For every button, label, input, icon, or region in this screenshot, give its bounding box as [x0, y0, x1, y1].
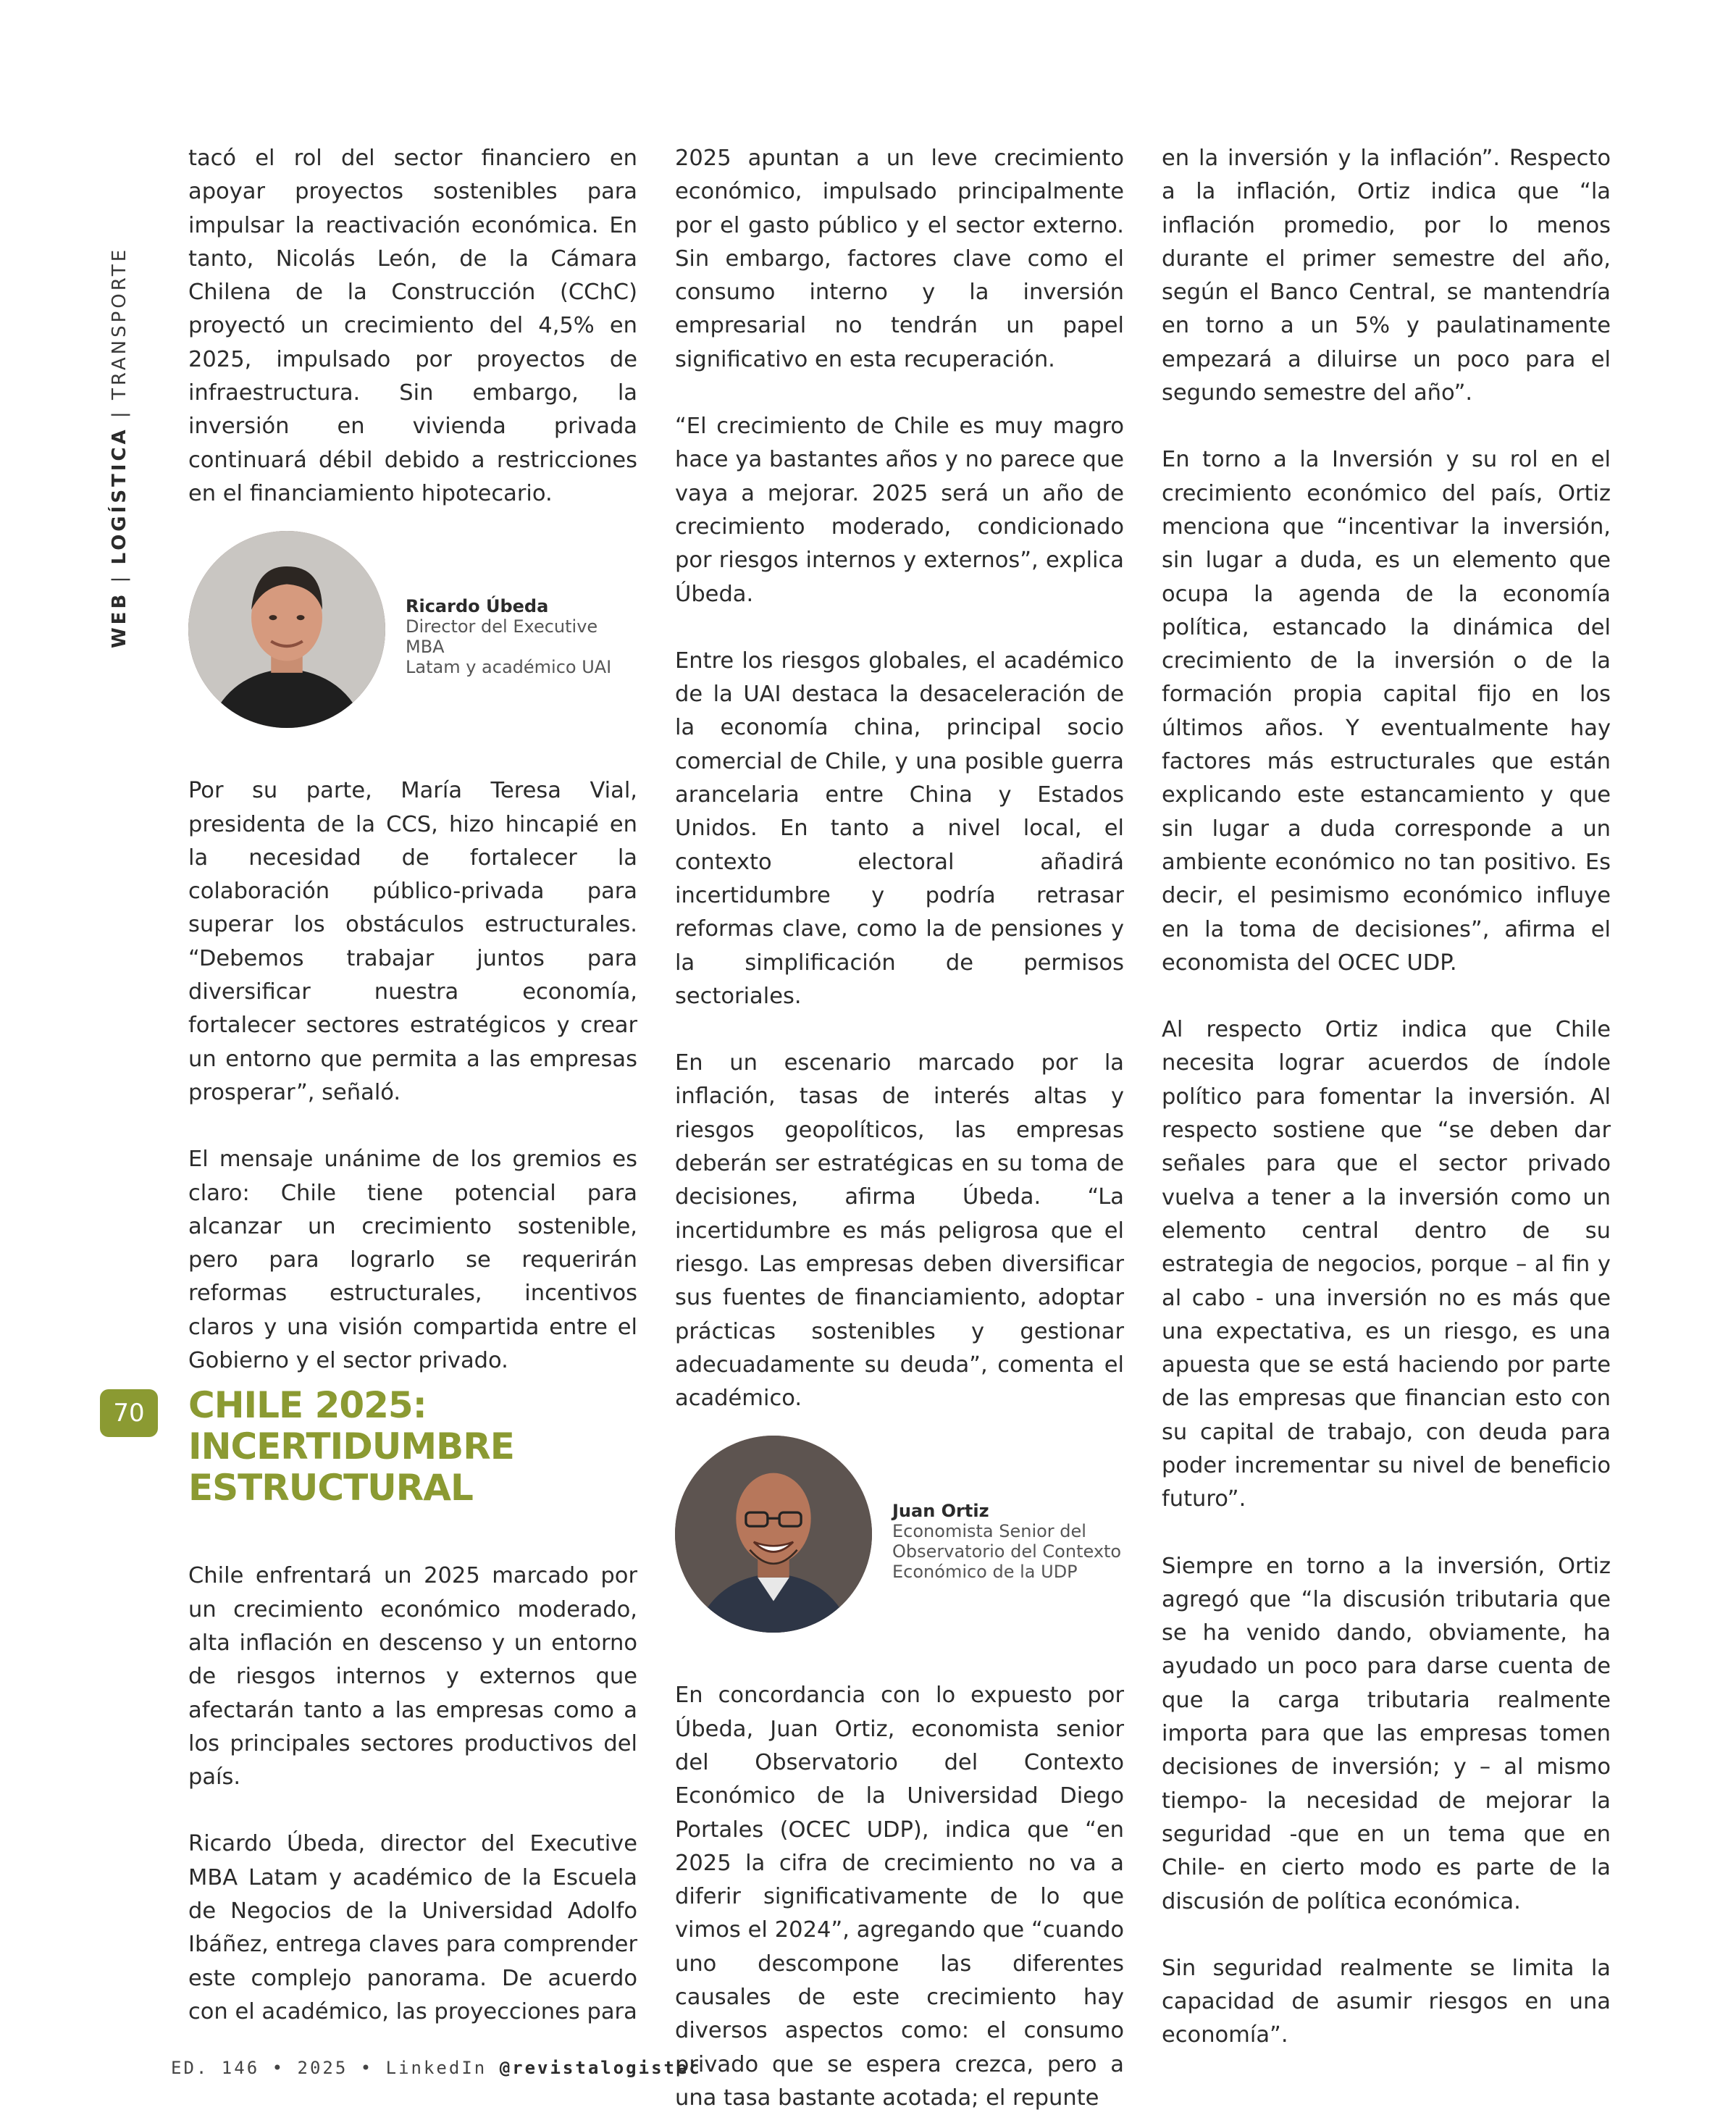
- paragraph: Chile enfrentará un 2025 marcado por un crecimiento económico moderado, alta inflación en descenso y un entorno de riesgos internos y externos que afectarán tanto a las empresas como a los principales sectores productivos del país.: [188, 1563, 637, 1791]
- paragraph: Sin seguridad realmente se limita la capacidad de asumir riesgos en una economía”.: [1162, 1955, 1611, 2048]
- paragraph: “El crecimiento de Chile es muy magro hace ya bastantes años y no parece que vaya a mejorar. 2025 será un año de crecimiento moderado, condicionado por riesgos internos y externos”, explica Úbeda.: [675, 414, 1124, 607]
- paragraph: En torno a la Inversión y su rol en el crecimiento económico del país, Ortiz menciona que “incentivar la inversión, sin lugar a duda, es un elemento que ocupa la agenda de la economía política, estancado la dinámica del crecimiento de la inversión o de la formación propia capital fijo en los últimos años. Y eventualmente hay factores más estructurales que están explicando este estancamiento y que sin lugar a duda corresponde a un ambiente económico no tan positivo. Es decir, el pesimismo económico influye en la toma de decisiones”, afirma el economista del OCEC UDP.: [1162, 447, 1611, 976]
- profile-title-line: Observatorio del Contexto: [892, 1541, 1122, 1562]
- paragraph: El mensaje unánime de los gremios es claro: Chile tiene potencial para alcanzar un crecimiento sostenible, pero para lograrlo se requerirán reformas estructurales, incentivos claros y una visión compartida entre el Gobierno y el sector privado.: [188, 1147, 637, 1374]
- page-number: 70: [100, 1389, 158, 1437]
- article-column-3: [1162, 142, 1611, 2053]
- page-footer: [171, 2058, 702, 2078]
- article-column-1: [188, 142, 637, 2029]
- paragraph: Entre los riesgos globales, el académico de la UAI destaca la desaceleración de la economía china, principal socio comercial de Chile, y una posible guerra arancelaria entre China y Estados Unidos. En tanto a nivel local, el contexto electoral añadirá incertidumbre y podría retrasar reformas clave, como la de pensiones y la simplificación de permisos sectoriales.: [675, 648, 1124, 1009]
- section-label-text: WEB | LOGÍSTICA | TRANSPORTE: [109, 246, 130, 648]
- profile-title-line: Economista Senior del: [892, 1521, 1086, 1542]
- portrait-illustration: [675, 1436, 872, 1633]
- profile-title-line: Latam y académico UAI: [406, 657, 612, 678]
- paragraph: 2025 apuntan a un leve crecimiento económico, impulsado principalmente por el gasto público y el sector externo. Sin embargo, factores clave como el consumo interno y la inversión empresarial no tendrán un papel significativo en esta recuperación.: [675, 146, 1124, 372]
- portrait-photo: [188, 531, 385, 728]
- paragraph: Por su parte, María Teresa Vial, presidenta de la CCS, hizo hincapié en la necesidad de fortalecer la colaboración público-privada para superar los obstáculos estructurales. “Debemos trabajar juntos para diversificar nuestra economía, fortalecer sectores estratégicos y crear un entorno que permita a las empresas prosperar”, señaló.: [188, 778, 637, 1105]
- profile-juan-ortiz: [675, 1436, 1124, 1646]
- profile-name: Juan Ortiz: [892, 1501, 989, 1522]
- footer-edition: ED. 146 • 2025 • LinkedIn: [171, 2058, 500, 2078]
- profile-caption: [406, 596, 637, 677]
- section-label: [109, 246, 138, 663]
- portrait-photo: [675, 1436, 872, 1633]
- paragraph: En un escenario marcado por la inflación, tasas de interés altas y riesgos geopolíticos, las empresas deberán ser estratégicas en su toma de decisiones, afirma Úbeda. “La incertidumbre es más peligrosa que el riesgo. Las empresas deben diversificar sus fuentes de financiamiento, adoptar prácticas sostenibles y gestionar adecuadamente su deuda”, comenta el académico.: [675, 1050, 1124, 1412]
- paragraph: Siempre en torno a la inversión, Ortiz agregó que “la discusión tributaria que se ha venido dando, obviamente, ha ayudado un poco para darse cuenta de que la carga tributaria realmente importa para que las empresas tomen decisiones de inversión; y – al mismo tiempo- la necesidad de mejorar la seguridad -que en un tema que en Chile- en cierto modo es parte de la discusión de política económica.: [1162, 1553, 1611, 1914]
- profile-caption: [892, 1501, 1121, 1582]
- footer-handle: @revistalogistec: [499, 2058, 702, 2078]
- portrait-illustration: [188, 531, 385, 728]
- profile-title-line: Económico de la UDP: [892, 1562, 1078, 1583]
- paragraph: en la inversión y la inflación”. Respecto a la inflación, Ortiz indica que “la inflación promedio, por lo menos durante el primer semestre del año, según el Banco Central, se mantendría en torno a un 5% y paulatinamente empezará a diluirse un poco para el segundo semestre del año”.: [1162, 146, 1611, 406]
- section-heading: CHILE 2025: INCERTIDUMBRE ESTRUCTURAL: [188, 1384, 514, 1509]
- article-column-2: [675, 142, 1124, 2115]
- paragraph: En concordancia con lo expuesto por Úbeda, Juan Ortiz, economista senior del Observatorio del Contexto Económico de la Universidad Diego Portales (OCEC UDP), indica que “en 2025 la cifra de crecimiento no va a diferir significativamente de lo que vimos el 2024”, agregando que “cuando uno descompone las diferentes causales de este crecimiento hay diversos aspectos como: el consumo privado que se espera crezca, pero a una tasa bastante acotada; el repunte: [675, 1683, 1124, 2111]
- profile-name: Ricardo Úbeda: [406, 596, 549, 617]
- paragraph: tacó el rol del sector financiero en apoyar proyectos sostenibles para impulsar la reactivación económica. En tanto, Nicolás León, de la Cámara Chilena de la Construcción (CChC) proyectó un crecimiento del 4,5% en 2025, impulsado por proyectos de infraestructura. Sin embargo, la inversión en vivienda privada continuará débil debido a restricciones en el financiamiento hipotecario.: [188, 146, 637, 506]
- profile-title-line: Director del Executive MBA: [406, 616, 598, 658]
- paragraph: Ricardo Úbeda, director del Executive MBA Latam y académico de la Escuela de Negocios de la Universidad Adolfo Ibáñez, entrega claves para comprender este complejo panorama. De acuerdo con el académico, las proyecciones para: [188, 1831, 637, 2024]
- profile-ricardo-ubeda: [188, 531, 637, 741]
- paragraph: Al respecto Ortiz indica que Chile necesita lograr acuerdos de índole político para fomentar la inversión. Al respecto sostiene que “se deben dar señales para que el sector privado vuelva a tener a la inversión como un elemento central dentro de su estrategia de negocios, porque – al fin y al cabo - una inversión no es más que una expectativa, es un riesgo, es una apuesta que se está haciendo por parte de las empresas que financian esto con su capital de trabajo, con deuda para poder incrementar su nivel de beneficio futuro”.: [1162, 1017, 1611, 1512]
